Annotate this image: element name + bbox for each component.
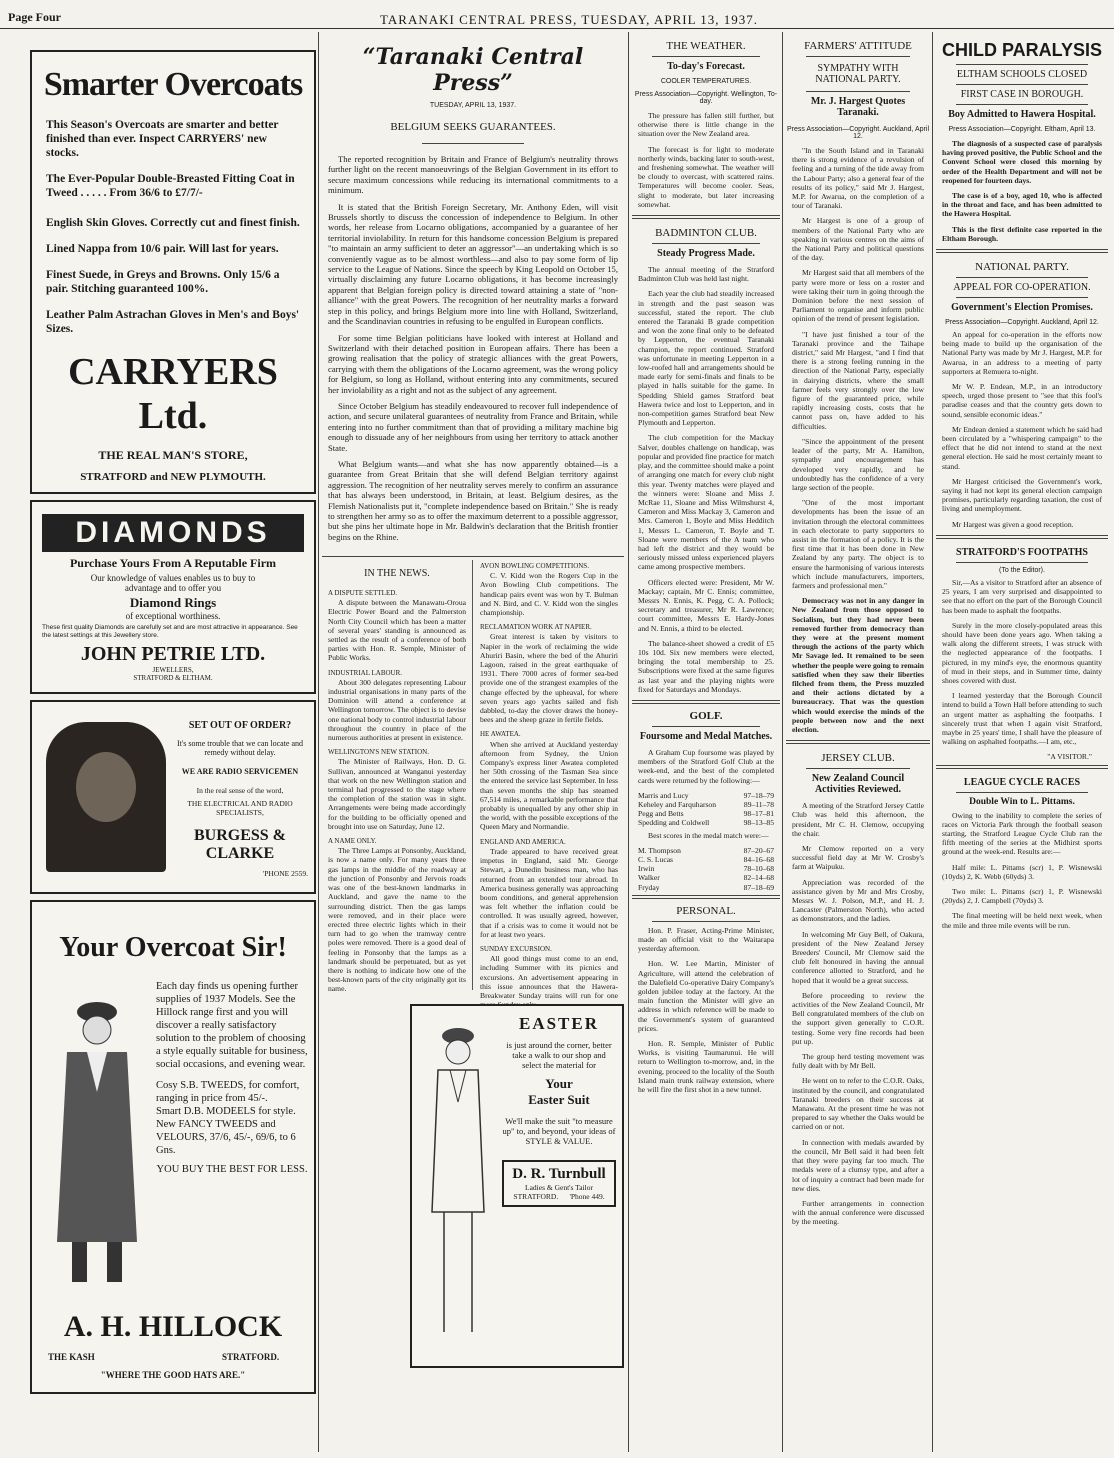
national-para: An appeal for co-operation in the efforts now being made to build up the organisation of the National Party was made by Mr J. Hargest, M.P. for Awarua, in an address to a meeting of party supporters at Remuera to-night. [942, 330, 1102, 376]
weather-caption: COOLER TEMPERATURES. [660, 78, 752, 85]
ad-sub: Our knowledge of values enables us to buy to advantage and to offer you [90, 573, 256, 593]
child-para: The diagnosis of a suspected case of paralysis having proved positive, the Public School and the Convent School were closed this morning by order of the Health Department and will not be reopened for fourteen days. [942, 139, 1102, 185]
national-sub: APPEAL FOR CO-OPERATION. [953, 282, 1091, 294]
news-heading: ENGLAND AND AMERICA. [480, 837, 566, 846]
ad-headline: DIAMONDS [42, 514, 304, 552]
column-rule [628, 32, 629, 1452]
editorial-para: What Belgium wants—and what she has now apparently obtained—is a guarantee from Great Britain that she will defend Belgian territory against aggression. The recognition of her neutrality serves merely to confirm an assurance that has always been understood, in Britain, at least. Belgium desires, as the Flemish Nationalists put it, "complete independence based on Britain." She is ready to strengthen her army so as to offer the maximum deterrent to a possible aggressor, but she pins her ultimate hope in Mr. Baldwin's declaration that the British frontier begins on the Rhine. [328, 458, 618, 542]
ad-name: BURGESS & CLARKE [193, 827, 287, 862]
national-para: Mr W. P. Endean, M.P., in an introductory speech, urged those present to "see that this fool's paradise ceases and that the country gets down to sound, sensible economic ideas." [942, 382, 1102, 419]
ad-footer: "WHERE THE GOOD HATS ARE." [100, 1370, 246, 1380]
ad-left: THE KASH [48, 1352, 95, 1362]
badminton-para: The annual meeting of the Stratford Badminton Club was held last night. [638, 265, 774, 284]
ad-name: D. R. Turnbull [512, 1166, 606, 1182]
cycle-para: Owing to the inability to complete the series of races on Victoria Park through the football season starting, the Stratford League Cycle Club ran the fifth meeting of the series at the Midhirst sports ground at the week-end. Results are:— [942, 810, 1102, 857]
news-heading: RECLAMATION WORK AT NAPIER. [480, 623, 592, 632]
ad-intro: Each day finds us opening further supplies of 1937 Models. See the Hillock range first and you will discover a really satisfactory solution to the problem of choosing a style equally suitable for business, social occasions, and evening wear. [156, 981, 308, 1070]
jersey-para: Before proceeding to review the activities of the New Zealand Council, Mr Bell congratulated members of the club on the support given generally to C.O.R. testing. Some very fine records had been put up. [792, 990, 924, 1046]
child-sub3: Boy Admitted to Hawera Hospital. [948, 109, 1096, 120]
child-source: Press Association—Copyright. Eltham, April 13. [948, 126, 1096, 133]
column-rule [782, 32, 783, 1452]
editorial-para: It is stated that the British Foreign Secretary, Mr. Anthony Eden, will visit Brussels shortly to discuss the concession of independence to Belgium. In other words, her release from Locarno obligations, accompanied by a guarantee of her territorial inviolability. In return for this handsome concession Belgium is prepared "to maintain an army sufficient to deter an aggressor"—an undertaking which is so conveniently vague as to be almost worthless—and also to pay some form of lip service to the League of Nations. Since the speech by King Leopold on October 15, virtually disclaiming any future Locarno obligations, it has become increasingly apparent that Belgian foreign policy is directed toward attaining a state of "non-alliance" with the great Powers. The recognition of her neutrality marks a forward step in this policy, and brings Belgium more into line with Holland, Switzerland, and the Scandinavian countries in refusing to be engulfed in European conflicts. [328, 201, 618, 327]
cycle-para: Two mile: L. Pittams (scr) 1, P. Wisnewski (20yds) 2, J. Campbell (70yds) 3. [942, 886, 1102, 906]
weather-para: The forecast is for light to moderate northerly winds, backing later to south-west, and freshening somewhat. The weather will be cloudy to overcast, with scattered rains. Temperatures will become cooler. Seas, slight to moderate, but later increasing somewhat. [638, 144, 774, 209]
personal-para: Hon. W. Lee Martin, Minister of Agriculture, will attend the celebration of the Dalefield Co-operative Dairy Company's golden jubilee today at the factory. At the main function the Minister will give an address in which reference will be made to the Government's system of guaranteed prices. [638, 959, 774, 1033]
news-para: The Minister of Railways, Hon. D. G. Sullivan, announced at Wanganui yesterday that work on the new Wellington station and terminal had progressed to the stage where the completion of the station was in sight. Arrangements were being made accordingly for the building to be officially opened and brought into use on Saturday, June 12. [328, 757, 466, 831]
jersey-para: Further arrangements in connection with the annual conference were discussed by the meeting. [792, 1198, 924, 1227]
news-heading: A NAME ONLY. [328, 837, 377, 846]
ad-name: JOHN PETRIE LTD. [80, 643, 266, 665]
badminton-para: Each year the club had steadily increased in strength and the past season was successful, stated the report. The club entered the Taranaki B grade competition and won the zone final only to be defeated by Lepperton, the eventual Taranaki champion, the report continued. Stratford was unfortunate in meeting Lepperton in a low-roofed hall and arrangements should be made early for semi-finals and finals to be played in halls suitable for the game. In Spedding Shield games Stratford beat Hawera twice and lost to Lepperton, and in non-competition games Stratford beat New Plymouth and Lepperton. [638, 289, 774, 428]
editorial-date: TUESDAY, APRIL 13, 1937. [429, 102, 517, 109]
ad-role: Ladies & Gent's Tailor [525, 1183, 593, 1192]
national-para: Mr Endean denied a statement which he said had been circulated by a "whispering campaign" to the effect that he did not intend to stand at the next general election. He said he most certainly meant to stand. [942, 424, 1102, 471]
ad-sub: of exceptional worthiness. [125, 611, 221, 621]
golf-medal-row: M. Thompson 87–20–67 [638, 845, 774, 855]
editorial-para: The reported recognition by Britain and France of Belgium's neutrality throws further light on the recent manoeuvrings of the Belgian Government in its effort to secure maximum concessions while reducing its international commitments to a minimum. [328, 154, 618, 196]
page-header [0, 4, 1114, 29]
farmers-para: "Since the appointment of the present leader of the party, Mr A. Hamilton, sympathy and encouragement has developed very rapidly, and he undoubtedly has the confidence of a very large section of the people. [792, 436, 924, 492]
cycle-para: Half mile: L. Pittams (scr) 1, P. Wisnewski (10yds) 2, K. Webb (60yds) 3. [942, 862, 1102, 881]
ad-line: THE ELECTRICAL AND RADIO SPECIALISTS, [187, 799, 293, 817]
column-three [632, 34, 780, 1454]
editorial-para: For some time Belgian politicians have looked with interest at Holland and Switzerland with their detached position in European affairs. There has been a growing realisation that the policy of strategic alliances with the great Powers, carrying with them the obligations of the Locarno agreement, was the wrong policy for Belgium, so long as Holland, without entering into any commitments, secured her inviolability as a right and not as the subject of any agreement. [328, 332, 618, 395]
national-para: Mr Hargest was given a good reception. [952, 519, 1074, 529]
child-heading: CHILD PARALYSIS [941, 40, 1103, 60]
golf-heading: GOLF. [689, 709, 723, 722]
ad-line: WE ARE RADIO SERVICEMEN [181, 767, 299, 776]
news-heading: HE AWATEA. [480, 730, 521, 739]
tailored-man-illustration [418, 1012, 498, 1352]
column-rule [932, 32, 933, 1452]
editorial-column [322, 34, 624, 554]
golf-intro: A Graham Cup foursome was played by members of the Stratford Golf Club at the week-end, and the best of the completed cards were returned by the following:— [638, 747, 774, 785]
editorial-heading: BELGIUM SEEKS GUARANTEES. [390, 121, 556, 133]
personal-para: Hon. R. Semple, Minister of Public Works, is visiting Taumarunui. He will return to Wellington to-morrow, and, in the evening, proceed to the locality of the South Island main trunk railway extension, where he will fire the first shot in a new tunnel. [638, 1039, 774, 1095]
ad-name: CARRYERS Ltd. [68, 351, 278, 437]
child-para: The case is of a boy, aged 10, who is affected in the throat and face, and has been admitted to the Hawera Hospital. [942, 191, 1102, 219]
ad-towns: STRATFORD & ELTHAM. [133, 674, 213, 682]
ad-phone: 'PHONE 2559. [262, 869, 308, 878]
column-rule [318, 32, 319, 1452]
farmers-sub2: Mr. J. Hargest Quotes Taranaki. [810, 96, 906, 118]
golf-medal-row: Fryday 87–18–69 [638, 882, 774, 892]
ad-text: is just around the corner, better take a walk to our shop and select the material for [506, 1040, 612, 1070]
news-para: All good things must come to an end, including Summer with its picnics and excursions. An advertisement appearing in this issue announces that the Hawera-Breakwater Sunday trains will run for one [480, 954, 618, 1000]
ad-more: We'll make the suit "to measure up" to, and beyond, your ideas of STYLE & VALUE. [502, 1116, 616, 1146]
jersey-para: He went on to refer to the C.O.R. Oaks, instituted by the council, and congratulated Taranaki breeders on their success at Manawatu. At the present time he was not prepared to say whether the Oaks would be carried on or not. [792, 1076, 924, 1132]
farmers-source: Press Association—Copyright. Auckland, April 12. [786, 126, 929, 140]
news-heading: INDUSTRIAL LABOUR. [328, 668, 403, 677]
weather-sub: To-day's Forecast. [667, 61, 745, 72]
ad-towns: STRATFORD and NEW PLYMOUTH. [80, 471, 266, 483]
golf-medal-intro: Best scores in the medal match were:— [648, 830, 769, 840]
badminton-heading: BADMINTON CLUB. [655, 227, 757, 240]
personal-heading: PERSONAL. [676, 904, 736, 917]
jersey-para: In welcoming Mr Guy Bell, of Oakura, president of the New Zealand Jersey Breeders' Council, Mr Clemow said the club felt honoured in having the annual conference allotted to Stratford, and he hoped that it would be a great success. [792, 929, 924, 985]
child-sub2: FIRST CASE IN BOROUGH. [960, 89, 1084, 100]
footpaths-heading: STRATFORD'S FOOTPATHS [956, 546, 1088, 558]
ad-line: Leather Palm Astrachan Gloves in Men's and Boys' Sizes. [46, 309, 300, 335]
jersey-para: The group herd testing movement was fully dealt with by Mr Bell. [792, 1052, 924, 1071]
cycle-heading: LEAGUE CYCLE RACES [963, 776, 1081, 788]
child-sub: ELTHAM SCHOOLS CLOSED [956, 69, 1088, 80]
man-in-overcoat-illustration [42, 982, 152, 1292]
ad-role: JEWELLERS, [152, 666, 194, 674]
page-number: Page Four [8, 10, 61, 24]
ad-headline: Smarter Overcoats [43, 66, 303, 103]
burgess-advert [30, 700, 316, 894]
ad-right: STRATFORD. [222, 1352, 280, 1362]
radio-cabinet-image [46, 722, 166, 872]
farmers-heading: FARMERS' ATTITUDE [804, 40, 912, 52]
jersey-para: Appreciation was recorded of the assistance given by Mr and Mrs Crosby, Messrs W. J. Polson, M.P., and H. J. Lancaster (Palmerston North), who acted as demonstrators, and the ladies. [792, 877, 924, 924]
ad-item: Cosy S.B. TWEEDS, for comfort, ranging in price from 45/-. [156, 1080, 300, 1104]
in-the-news [322, 560, 624, 1000]
farmers-para: "One of the most important developments has been the issue of an invitation through the electoral committees in each electorate to party supporters to assist in the formation of a policy. It is the first time that it has been done in New Zealand by any party. The object is to ensure the harmonising of various interests which include manufacturers, importers, farmers and professional men." [792, 498, 924, 590]
jersey-sub: New Zealand Council Activities Reviewed. [811, 773, 905, 796]
ad-line: It's some trouble that we can locate and remedy without delay. [176, 739, 304, 757]
farmers-sub: SYMPATHY WITH NATIONAL PARTY. [815, 63, 901, 85]
jersey-heading: JERSEY CLUB. [821, 752, 895, 765]
farmers-para: "In the South Island and in Taranaki there is strong evidence of a revulsion of feeling and a turning of the tide away from the Labour Party; also a general fear of the results of its policy," said Mr J. Hargest, M.P. for Awarua, on the completion of a tour of Taranaki. [792, 146, 924, 211]
news-para: Great interest is taken by visitors to Napier in the work of reclaiming the wide Ahuriri Basin, where the bed of the Ahuriri Lagoon, raised in the great earthquake of 1931. There 7000 acres of former sea-bed provide one of the strangest examples of the change effected by the upheaval, for where seven years ago yachts sailed and fish dabbled, to-day the clover draws the honey-bees and the sheep graze in fertile fields. [480, 632, 618, 725]
farmers-para: Mr Hargest said that all members of the party were more or less on a roster and were taking their turn in going through the Dominion before the next session of Parliament to organise and inform public opinion of the trend of present legislation. [792, 268, 924, 324]
ad-item: New FANCY TWEEDS and VELOURS, 37/6, 45/-, 69/6, to 6 Gns. [156, 1119, 296, 1156]
ad-line: In the real sense of the word, [196, 786, 284, 795]
golf-medal-row: Walker 82–14–68 [638, 873, 774, 883]
farmers-bold-para: Democracy was not in any danger in New Zealand from those opposed to Socialism, but they had never been removed further from democracy than they were at the present moment through the actions of the party which Mr Savage led. It remained to be seen whether the people were going to remain satisfied when they saw their liberties filched from them, the Press muzzled and their actions dictated by a bureaucracy. That was the question which would exercise the minds of the people between now and the next election. [792, 596, 924, 734]
editorial-masthead: “Taranaki Central Press” [362, 44, 584, 96]
petrie-advert [30, 500, 316, 694]
cycle-para: The final meeting will be held next week, when the mile and three mile events will be run. [942, 911, 1102, 930]
weather-para: The pressure has fallen still further, but otherwise there is little change in the situation over the New Zealand area. [638, 111, 774, 139]
national-sub2: Government's Election Promises. [951, 302, 1093, 314]
ad-line: English Skin Gloves. Correctly cut and finest finish. [46, 217, 300, 229]
personal-para: Hon. P. Fraser, Acting-Prime Minister, made an official visit to the Waitarapa yesterday afternoon. [638, 925, 774, 954]
news-heading: A DISPUTE SETTLED. [328, 589, 398, 597]
badminton-sub: Steady Progress Made. [657, 248, 755, 260]
ad-your: Your [545, 1076, 573, 1091]
child-para: This is the first definite case reported in the Eltham Borough. [942, 224, 1102, 243]
ad-line: Lined Nappa from 10/6 pair. Will last for years. [46, 243, 279, 255]
jersey-para: A meeting of the Stratford Jersey Cattle Club was held this afternoon, the president, Mr C. H. Clemow, occupying the chair. [792, 801, 924, 838]
hillock-advert [30, 900, 316, 1394]
golf-medal-row: Irwin 78–10–68 [638, 864, 774, 874]
ad-address: STRATFORD. 'Phone 449. [513, 1192, 605, 1201]
news-para: When she arrived at Auckland yesterday afternoon from Sydney, the Union Company's express liner Awatea completed her 50th crossing of the Tasman Sea since the entered the service last September. In less than seven months the ship has steamed 67,514 miles, a remarkable performance that probably is unequalled by any other ship in the world, with the possible exceptions of the Queen Mary and Normandie. [480, 739, 618, 832]
footpaths-para: I learned yesterday that the Borough Council intend to build a Town Hall before attending to such an urgent matter as asphalting the footpaths. I sincerely trust that when I again visit Stratford, maybe in 25 years' time, I shall have the pleasure of walking on asphalted footpaths.—I am, etc., [942, 691, 1102, 747]
turnbull-advert [410, 1004, 624, 1368]
national-source: Press Association—Copyright. Auckland, April 12. [945, 319, 1099, 327]
weather-source: Press Association—Copyright. Wellington, To-day. [634, 91, 778, 105]
farmers-para: Mr Hargest is one of a group of members of the National Party who are speaking in various centres on the aims of the National Party and political questions of the day. [792, 216, 924, 263]
news-heading: SUNDAY EXCURSION. [480, 944, 552, 953]
ad-headline: Your Overcoat Sir! [59, 932, 287, 963]
news-para: A dispute between the Manawatu-Oroua Electric Power Board and the Palmerston North City Council which has been a matter of several years' standing is announced as settled as the result of a conference of both parties with Hon. R. Semple, Minister of Public Works. [328, 598, 466, 663]
ad-tagline: THE REAL MAN'S STORE, [98, 448, 248, 462]
section-heading: IN THE NEWS. [364, 568, 430, 579]
badminton-para: Officers elected were: President, Mr W. Mackay; captain, Mr C. Ennis; committee, Messrs N. Ennis, K. Pegg, C. A. Pollock; secretary and treasurer, Mr R. Lawrence; court committee, Messrs E. Hardy-Jones and N. Ennis, a third to be elected. [638, 577, 774, 633]
badminton-para: The club competition for the Mackay Salver, doubles challenge on handicap, was popular and provided fine practice for match play, and the committee should make a point of arranging one match for every club night this year. Twenty matches were played and the winners were: Sloane and Miss J. McRae 11, Sloane and Miss Wilmshurst 4, Cameron and Miss Mackay 3, Cameron and Mrs. Cameron 1, Boyle and Miss Hedditch 1, Messrs L. Cameron, T. Boyle and T. Sloane were members of the A team who had left the district and they would be seriously missed unless experienced players came among prospective members. [638, 433, 774, 572]
footpaths-sub: (To the Editor). [999, 566, 1045, 574]
news-para: Trade appeared to have received great impetus in England, said Mr. George Stewart, a Dunedin business man, who has returned from an extended tour abroad. In America business generally was approaching boom conditions, and general apprehension was felt whether the inflation could be controlled. It was usually agreed, however, that if a crisis was to come it would not be for at least two years. [480, 846, 618, 939]
ad-sub: Purchase Yours From A Reputable Firm [69, 556, 277, 570]
jersey-para: Mr Clemow reported on a very successful field day at Mr W. Crosby's farm at Waipuku. [792, 844, 924, 872]
carryers-advert [30, 50, 316, 494]
editorial-para: Since October Belgium has steadily endeavoured to recover full independence of action, and secure unilateral guarantees of neutrality from France and Britain, while entering into no further commitment than that of providing a military machine big enough to dissuade any of her neighbours from using her territory to attack another State. [328, 400, 618, 453]
ad-fine-print: These first quality Diamonds are carefully set and are most attractive in appearance. See the latest settings at this Jewellery store. [42, 624, 298, 639]
news-para: C. V. Kidd won the Rogers Cup in the Avon Bowling Club competitions. The handicap pairs event was won by T. Bulman and N. Bird, and C. V. Kidd won the singles championship. [480, 571, 618, 618]
ad-suit: Easter Suit [528, 1092, 590, 1107]
ad-line: SET OUT OF ORDER? [188, 720, 292, 731]
news-heading: WELLINGTON'S NEW STATION. [328, 748, 429, 757]
national-heading: NATIONAL PARTY. [975, 261, 1069, 274]
national-para: Mr Hargest criticised the Government's work, saying it had not kept its general election campaign promises, particularly regarding taxation, the cost of living and unemployment. [942, 476, 1102, 514]
ad-name: A. H. HILLOCK [63, 1310, 283, 1343]
farmers-para: "I have just finished a tour of the Taranaki province and the Taihape district," said Mr Hargest, "and I find that there is a strong feeling running in the direction of the National Party, especially in dairying districts, where the small farmer feels very strongly over the low figure of the guaranteed price, while rapidly increasing costs, costs that he cannot pass on, have added to his difficulties. [792, 329, 924, 431]
cycle-sub: Double Win to L. Pittams. [969, 796, 1075, 807]
golf-score-row: Keheley and Farquharson 89–11–78 [638, 799, 774, 809]
golf-score-row: Pegg and Betts 98–17–81 [638, 809, 774, 819]
golf-medal-row: C. S. Lucas 84–16–68 [638, 855, 774, 864]
column-five [936, 34, 1108, 1454]
news-para: The Three Lamps at Ponsonby, Auckland, is now a name only. For many years three gas lamps in the middle of the roadway at the junction of Ponsonby and Jervois roads was one of the best-known landmarks in Auckland, and gave the name to the surrounding district. Then the gas lamps were removed, and in their place were erected three electric lights which in their turn had to go when the tramway centre poles were removed. There is a good deal of feeling in Ponsonby that the lamps as a landmark should be perpetuated, but as yet there is nothing to indicate how one of the best-known parts of the city originally got its name. [328, 846, 466, 994]
ad-item: Smart D.B. MODEELS for style. [156, 1106, 296, 1117]
ad-line: The Ever-Popular Double-Breasted Fitting Coat in Tweed . . . . . From 36/6 to £7/7/- [46, 173, 295, 199]
ad-sub: Diamond Rings [129, 595, 217, 610]
footpaths-para: Surely in the more closely-populated areas this should have been done years ago. When taking a walk along the different streets, I was struck with the neglected appearance of the footpaths. I pictured, in my mind's eye, the enormous quantity of mud in their steps, and in Summer time, dainty shoes covered with dust. [942, 620, 1102, 685]
golf-score-row: Marris and Lucy 97–18–79 [638, 790, 774, 800]
footpaths-para: Sir,—As a visitor to Stratford after an absence of 25 years, I am very surprised and disappointed to see that no effort on the part of the Borough Council has been made to asphalt the footpaths. [942, 577, 1102, 615]
golf-sub: Foursome and Medal Matches. [639, 730, 773, 742]
weather-heading: THE WEATHER. [666, 40, 746, 52]
paper-masthead: TARANAKI CENTRAL PRESS, TUESDAY, APRIL 13, 1937. [380, 12, 759, 27]
ad-line: This Season's Overcoats are smarter and better finished than ever. Inspect CARRYERS' new stocks. [46, 119, 279, 159]
badminton-para: The balance-sheet showed a credit of £5 10s 10d. Six new members were elected, bringing the total membership to 25. Subscriptions were fixed at the same figures as last year and the playing nights were fixed for Saturdays and Mondays. [638, 638, 774, 694]
golf-score-row: Spedding and Coldwell 98–13–85 [638, 818, 774, 828]
ad-headline: EASTER [518, 1014, 600, 1033]
news-heading: AVON BOWLING COMPETITIONS. [480, 562, 589, 570]
ad-line: Finest Suede, in Greys and Browns. Only 15/6 a pair. Stitching guaranteed 100%. [46, 269, 280, 295]
ad-slogan: YOU BUY THE BEST FOR LESS. [156, 1164, 308, 1175]
column-four [786, 34, 930, 1454]
jersey-para: In connection with medals awarded by the council, Mr Bell said it had been felt that they were paying far too much. The medals were of a clumsy type, and after a lot of inquiry a contract had been made for new dies. [792, 1137, 924, 1193]
footpaths-signature: "A VISITOR." [1047, 752, 1092, 762]
news-para: About 300 delegates representing Labour industrial organisations in many parts of the Dominion will attend a conference at Wellington tomorrow. The object is to devise one national body to control industrial labour throughout the country in place of the numerous authorities at present in existence. [328, 677, 466, 743]
